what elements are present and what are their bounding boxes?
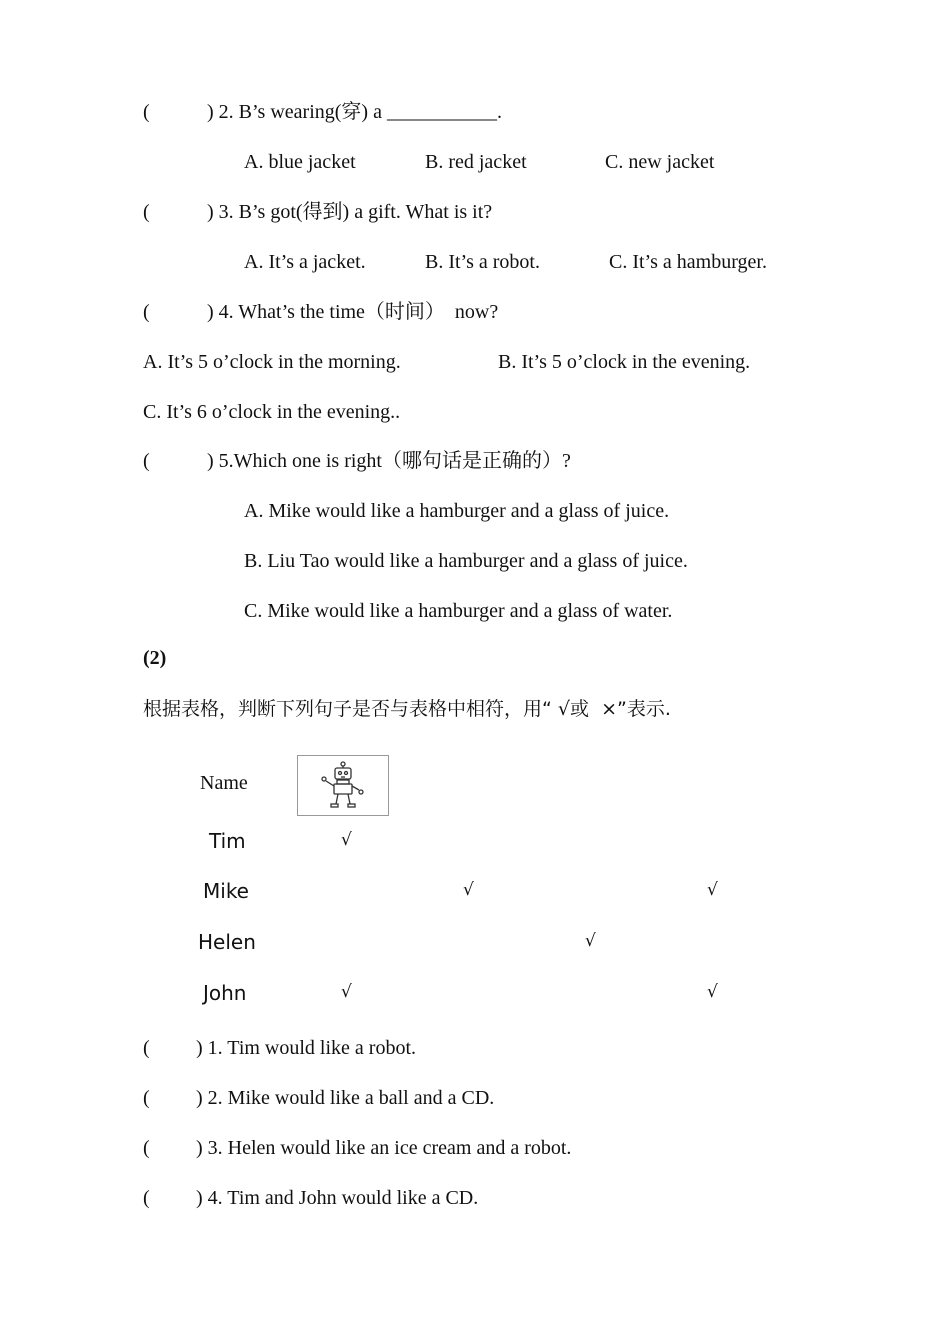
answer-paren: ( [143, 1137, 150, 1159]
answer-paren: ( [143, 1087, 150, 1109]
option-b: B. Liu Tao would like a hamburger and a glass of juice. [244, 550, 688, 572]
question-text: ) 4. What’s the time（时间） now? [207, 301, 499, 323]
answer-paren: ( [143, 101, 150, 123]
option-c: C. It’s a hamburger. [609, 251, 767, 273]
instruction: 根据表格，判断下列句子是否与表格中相符，用“ √或 ×”表示. [143, 698, 671, 720]
answer-paren: ( [143, 201, 150, 223]
option-b: B. It’s 5 o’clock in the evening. [498, 351, 751, 373]
row-name: Mike [203, 879, 249, 903]
name-header: Name [200, 772, 248, 794]
statement-text: ) 4. Tim and John would like a CD. [196, 1187, 479, 1209]
check-mark: √ [463, 880, 474, 900]
answer-paren: ( [143, 1187, 150, 1209]
robot-picture-cell [297, 755, 389, 816]
check-mark: √ [707, 982, 718, 1002]
answer-paren: ( [143, 1037, 150, 1059]
check-mark: √ [585, 931, 596, 951]
option-b: B. It’s a robot. [425, 251, 540, 273]
check-mark: √ [341, 982, 352, 1002]
section-heading: (2) [143, 647, 167, 669]
answer-paren: ( [143, 450, 150, 472]
check-mark: √ [707, 880, 718, 900]
option-a: A. blue jacket [244, 151, 356, 173]
option-b: B. red jacket [425, 151, 527, 173]
statement-text: ) 2. Mike would like a ball and a CD. [196, 1087, 495, 1109]
option-a: A. Mike would like a hamburger and a glass of juice. [244, 500, 670, 522]
option-c: C. Mike would like a hamburger and a glass of water. [244, 600, 673, 622]
statement-text: ) 1. Tim would like a robot. [196, 1037, 417, 1059]
question-text: ) 5.Which one is right（哪句话是正确的）? [207, 450, 571, 472]
question-text: ) 3. B’s got(得到) a gift. What is it? [207, 201, 493, 223]
row-name: John [203, 981, 247, 1005]
row-name: Helen [198, 930, 256, 954]
option-c: C. new jacket [605, 151, 715, 173]
answer-paren: ( [143, 301, 150, 323]
option-c: C. It’s 6 o’clock in the evening.. [143, 401, 401, 423]
option-a: A. It’s a jacket. [244, 251, 366, 273]
question-text: ) 2. B’s wearing(穿) a ___________. [207, 101, 502, 123]
statement-text: ) 3. Helen would like an ice cream and a robot. [196, 1137, 572, 1159]
option-a: A. It’s 5 o’clock in the morning. [143, 351, 401, 373]
row-name: Tim [209, 829, 246, 853]
check-mark: √ [341, 830, 352, 850]
robot-icon [298, 756, 388, 815]
